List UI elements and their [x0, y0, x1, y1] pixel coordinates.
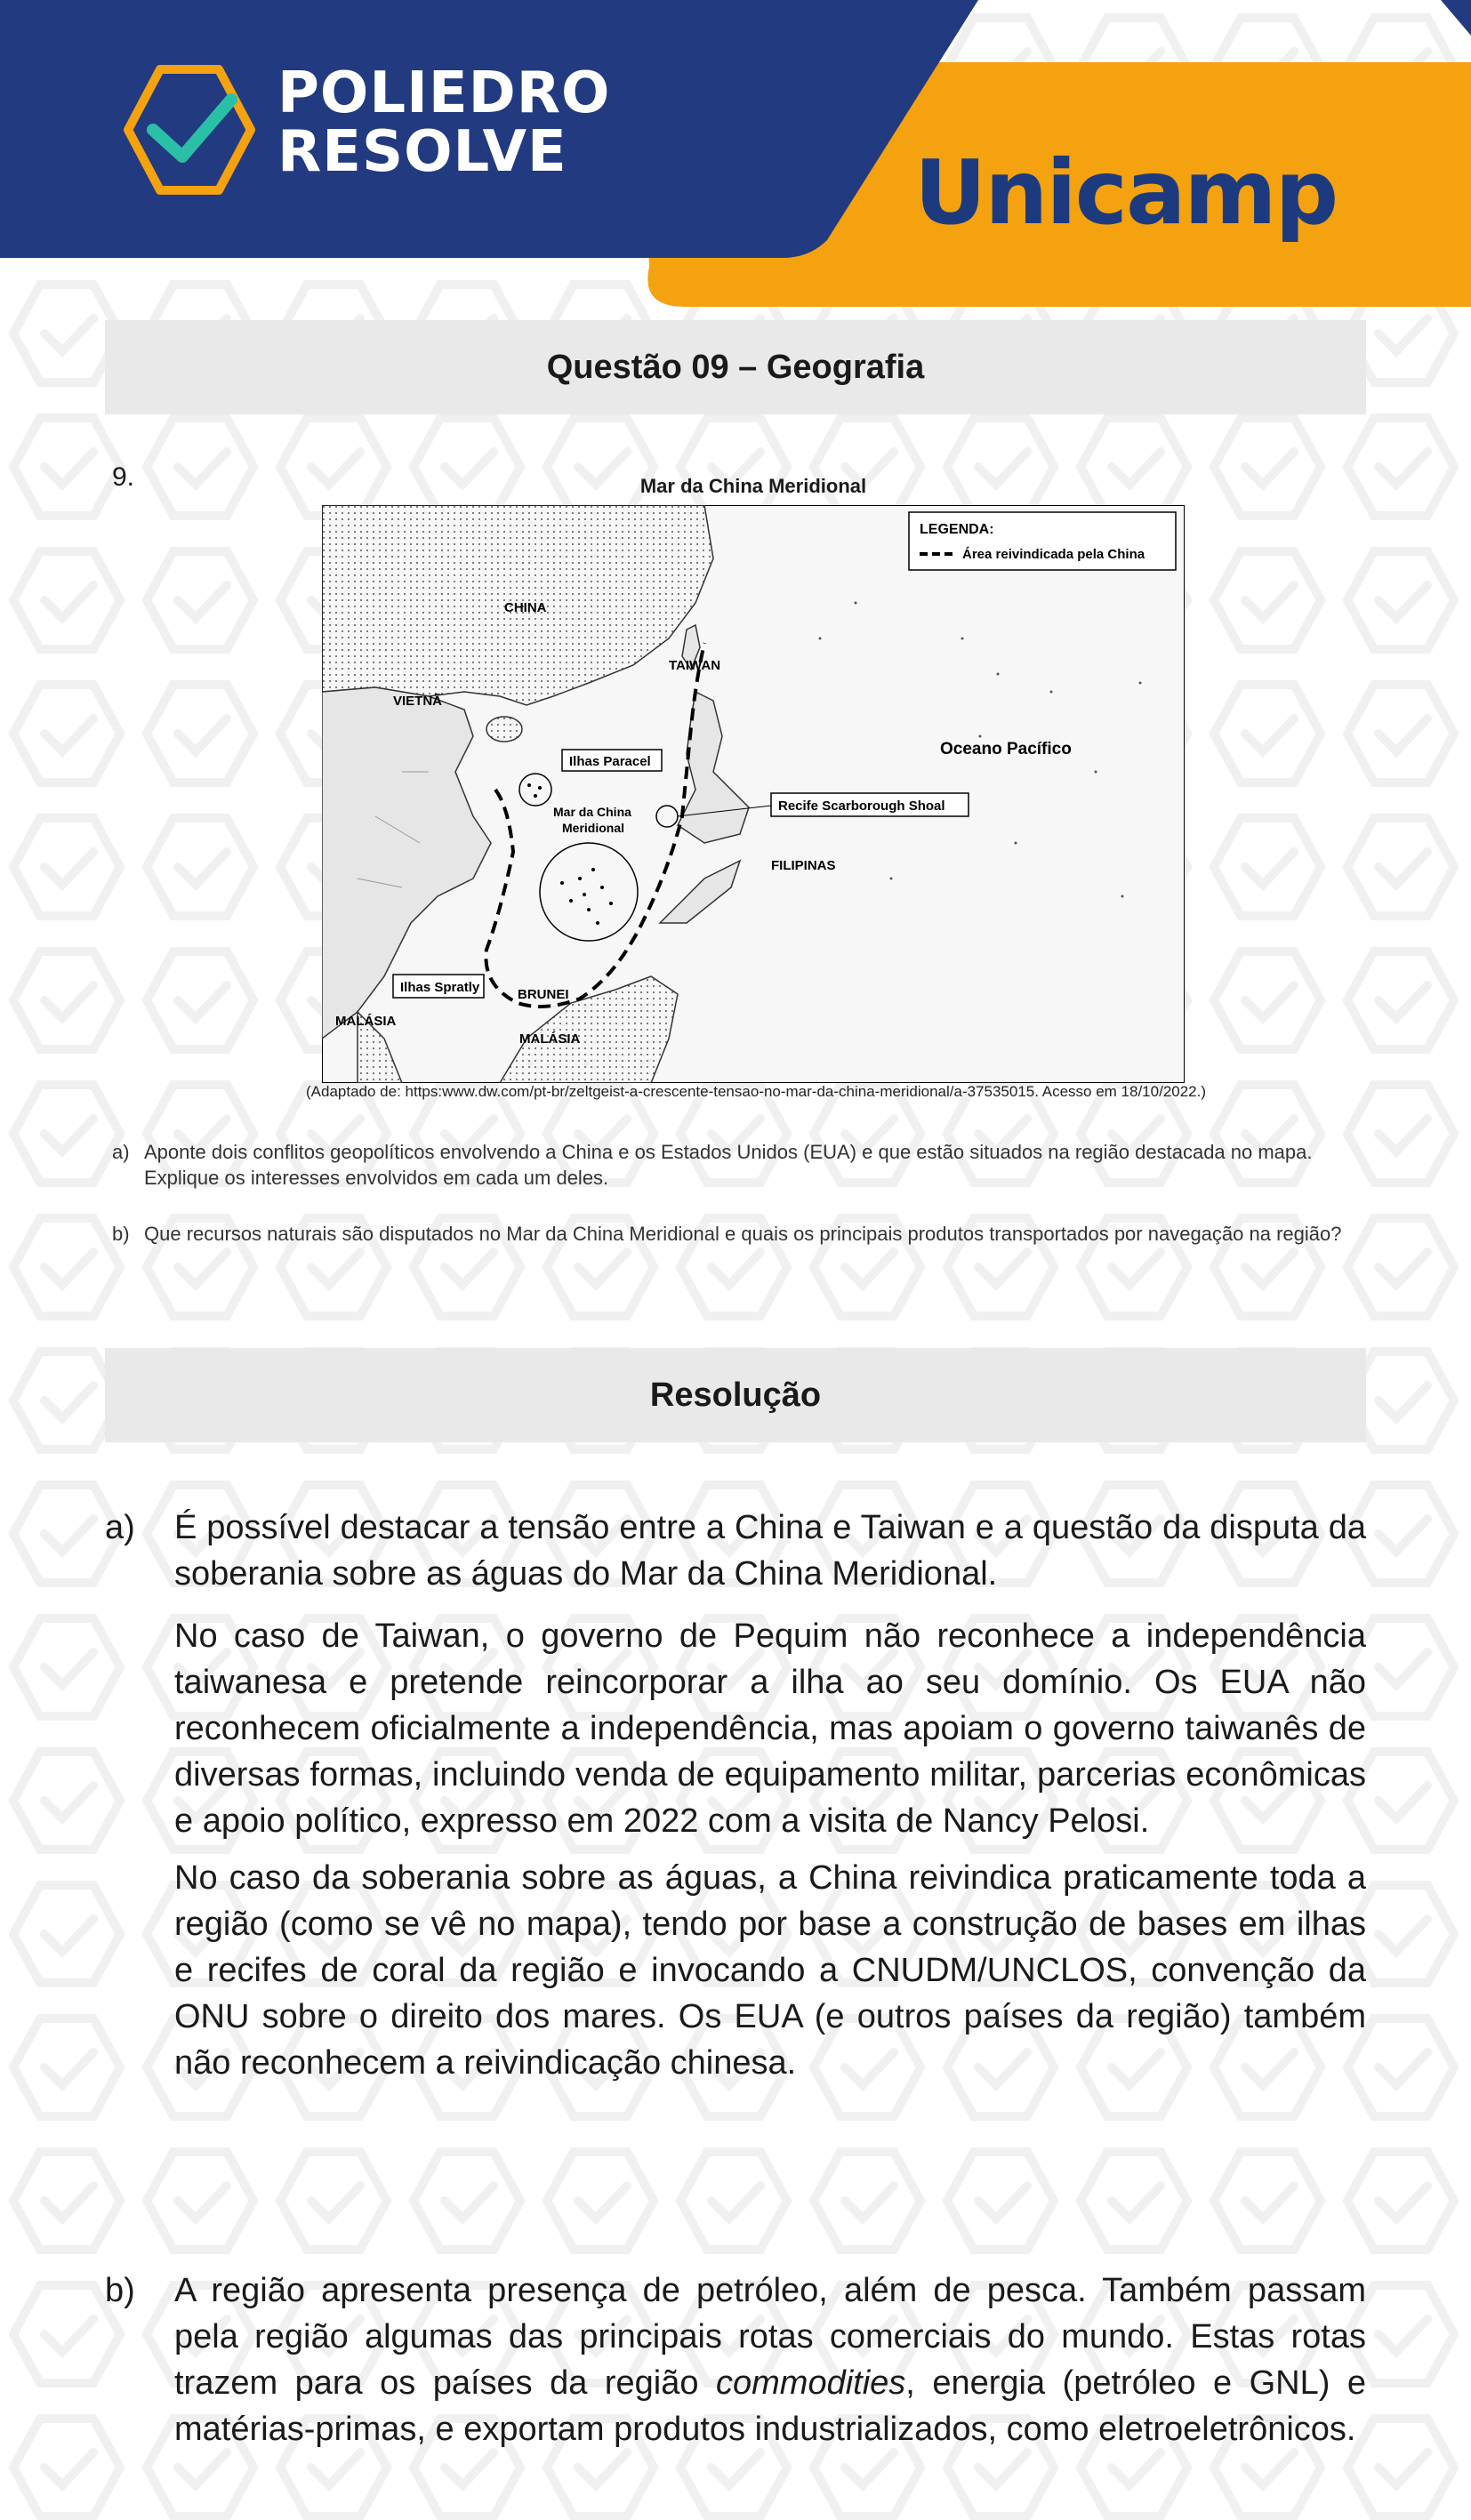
label-scarborough: Recife Scarborough Shoal	[778, 799, 945, 814]
exam-title: Unicamp	[914, 140, 1338, 245]
sub-question-a-text: Aponte dois conflitos geopolíticos envolvendo a China e os Estados Unidos (EUA) e que estão situados na região destacada no mapa. Explique os interesses envolvidos em cada um deles.	[144, 1141, 1313, 1189]
legend-title: LEGENDA:	[920, 522, 994, 537]
label-brunei: BRUNEI	[518, 987, 569, 1002]
answer-a-taiwan: No caso de Taiwan, o governo de Pequim não reconhece a independência taiwanesa e pretende reincorporar a ilha ao seu domínio. Os EUA não reconhecem oficialmente a independência, mas apoiam o governo taiwanês de diversas formas, incluindo venda de equipamento militar, parcerias econômicas e apoio político, expresso em 2022 com a visita de Nancy Pelosi.	[174, 1617, 1366, 1840]
south-china-sea-map	[322, 505, 1185, 1083]
legend-item: Área reivindicada pela China	[962, 547, 1145, 562]
resolution-bar: Resolução	[105, 1348, 1366, 1442]
sub-question-a	[112, 1139, 1357, 1191]
answer-a-label: a)	[105, 1509, 135, 1546]
question-title-bar: Questão 09 – Geografia	[105, 320, 1366, 414]
sub-question-b-text: Que recursos naturais são disputados no Mar da China Meridional e quais os principais produtos transportados por navegação na região?	[144, 1223, 1342, 1245]
answer-a	[105, 1505, 1366, 2097]
answer-b-label: b)	[105, 2272, 135, 2309]
label-taiwan: TAIWAN	[669, 658, 721, 673]
sub-question-b	[112, 1221, 1357, 1247]
label-filipinas: FILIPINAS	[771, 858, 836, 873]
question-number: 9.	[112, 462, 135, 492]
sub-question-b-label: b)	[112, 1223, 130, 1245]
answer-a-sovereignty: No caso da soberania sobre as águas, a China reivindica praticamente toda a região (como se vê no mapa), tendo por base a construção de bases em ilhas e recifes de coral da região e invocando a CNUDM/UNCLOS, convenção da ONU sobre o direito dos mares. Os EUA (e outros países da região) também não reconhecem a reivindicação chinesa.	[174, 1859, 1366, 2082]
label-spratly: Ilhas Spratly	[400, 980, 480, 995]
label-malasia-west: MALÁSIA	[335, 1014, 397, 1029]
label-sea2: Meridional	[562, 821, 625, 835]
answer-b-text: A região apresenta presença de petróleo, além de pesca. Também passam pela região algumas das principais rotas comerciais do mundo. Estas rotas trazem para os países da região commodities, energia (petróleo e GNL) e matérias-primas, e exportam produtos industrializados, como eletroeletrônicos.	[174, 2272, 1366, 2448]
hainan-island	[486, 717, 522, 742]
answer-b	[105, 2267, 1366, 2452]
map-source: (Adaptado de: https:www.dw.com/pt-br/zeltgeist-a-crescente-tensao-no-mar-da-china-meridional/a-37535015. Acesso em 18/10/2022.)	[305, 1083, 1207, 1100]
brand-line1: POLIEDRO	[277, 60, 611, 126]
sub-question-a-label: a)	[112, 1141, 130, 1163]
label-pacific: Oceano Pacífico	[940, 740, 1072, 758]
label-sea: Mar da China	[553, 805, 631, 819]
logo-check-icon	[128, 69, 251, 190]
answer-a-first: É possível destacar a tensão entre a China e Taiwan e a questão da disputa da soberania sobre as águas do Mar da China Meridional.	[174, 1509, 1366, 1593]
label-vietna: VIETNÃ	[393, 694, 443, 709]
brand-line2: RESOLVE	[277, 119, 567, 185]
brand-name	[277, 60, 611, 185]
label-china: CHINA	[504, 600, 547, 615]
map-legend	[909, 512, 1176, 570]
answer-b-emphasis: commodities	[716, 2364, 906, 2402]
map-title: Mar da China Meridional	[639, 475, 867, 497]
label-paracel: Ilhas Paracel	[569, 754, 651, 769]
label-malasia-east: MALÁSIA	[519, 1031, 581, 1047]
